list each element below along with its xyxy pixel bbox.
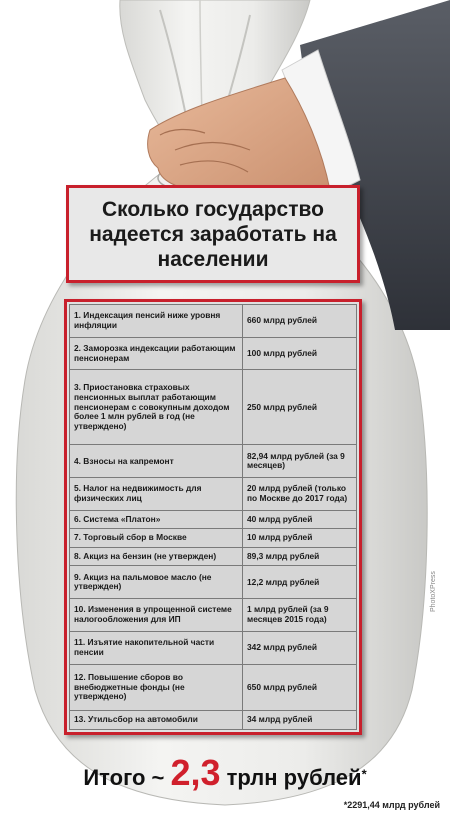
table-row: [70, 566, 357, 599]
row-item: 2. Заморозка индексации работающим пенсионерам: [70, 337, 243, 370]
row-item: 10. Изменения в упрощенной системе налогообложения для ИП: [70, 599, 243, 632]
row-amount: 342 млрд рублей: [243, 631, 357, 664]
row-amount: 34 млрд рублей: [243, 711, 357, 730]
watermark: PhotoXPress: [430, 571, 437, 612]
table-row: [70, 337, 357, 370]
row-amount: 100 млрд рублей: [243, 337, 357, 370]
table-row: [70, 664, 357, 711]
title-box: [66, 185, 360, 283]
row-amount: 12,2 млрд рублей: [243, 566, 357, 599]
row-item: 4. Взносы на капремонт: [70, 445, 243, 478]
row-amount: 40 млрд рублей: [243, 510, 357, 529]
row-amount: 82,94 млрд рублей (за 9 месяцев): [243, 445, 357, 478]
total-mark: *: [361, 766, 367, 782]
row-item: 12. Повышение сборов во внебюджетные фонды (не утверждено): [70, 664, 243, 711]
total-prefix: Итого ~: [83, 765, 171, 790]
table-row: [70, 478, 357, 511]
total-value: 2,3: [170, 752, 221, 793]
measures-table: [69, 304, 357, 730]
row-amount: 660 млрд рублей: [243, 305, 357, 338]
table-row: [70, 631, 357, 664]
row-item: 7. Торговый сбор в Москве: [70, 529, 243, 548]
table-row: [70, 445, 357, 478]
table-row: [70, 711, 357, 730]
row-item: 6. Система «Платон»: [70, 510, 243, 529]
table-row: [70, 510, 357, 529]
table-row: [70, 529, 357, 548]
page-title: Сколько государство надеется заработать на населении: [89, 197, 337, 271]
row-item: 11. Изъятие накопительной части пенсии: [70, 631, 243, 664]
table-row: [70, 547, 357, 566]
row-amount: 650 млрд рублей: [243, 664, 357, 711]
row-amount: 20 млрд рублей (только по Москве до 2017 года): [243, 478, 357, 511]
row-item: 3. Приостановка страховых пенсионных выплат работающим пенсионерам с совокупным доходом более 1 млн рублей в год (не утверждено): [70, 370, 243, 445]
footnote: *2291,44 млрд рублей: [343, 800, 440, 810]
total-unit: трлн рублей: [220, 765, 362, 790]
row-item: 5. Налог на недвижимость для физических лиц: [70, 478, 243, 511]
row-item: 1. Индексация пенсий ниже уровня инфляции: [70, 305, 243, 338]
row-item: 8. Акциз на бензин (не утвержден): [70, 547, 243, 566]
table-row: [70, 305, 357, 338]
row-amount: 1 млрд рублей (за 9 месяцев 2015 года): [243, 599, 357, 632]
row-item: 9. Акциз на пальмовое масло (не утвержден): [70, 566, 243, 599]
row-item: 13. Утильсбор на автомобили: [70, 711, 243, 730]
table-row: [70, 599, 357, 632]
row-amount: 10 млрд рублей: [243, 529, 357, 548]
table-panel: [64, 299, 362, 735]
table-row: [70, 370, 357, 445]
total-line: [0, 752, 450, 794]
row-amount: 250 млрд рублей: [243, 370, 357, 445]
row-amount: 89,3 млрд рублей: [243, 547, 357, 566]
